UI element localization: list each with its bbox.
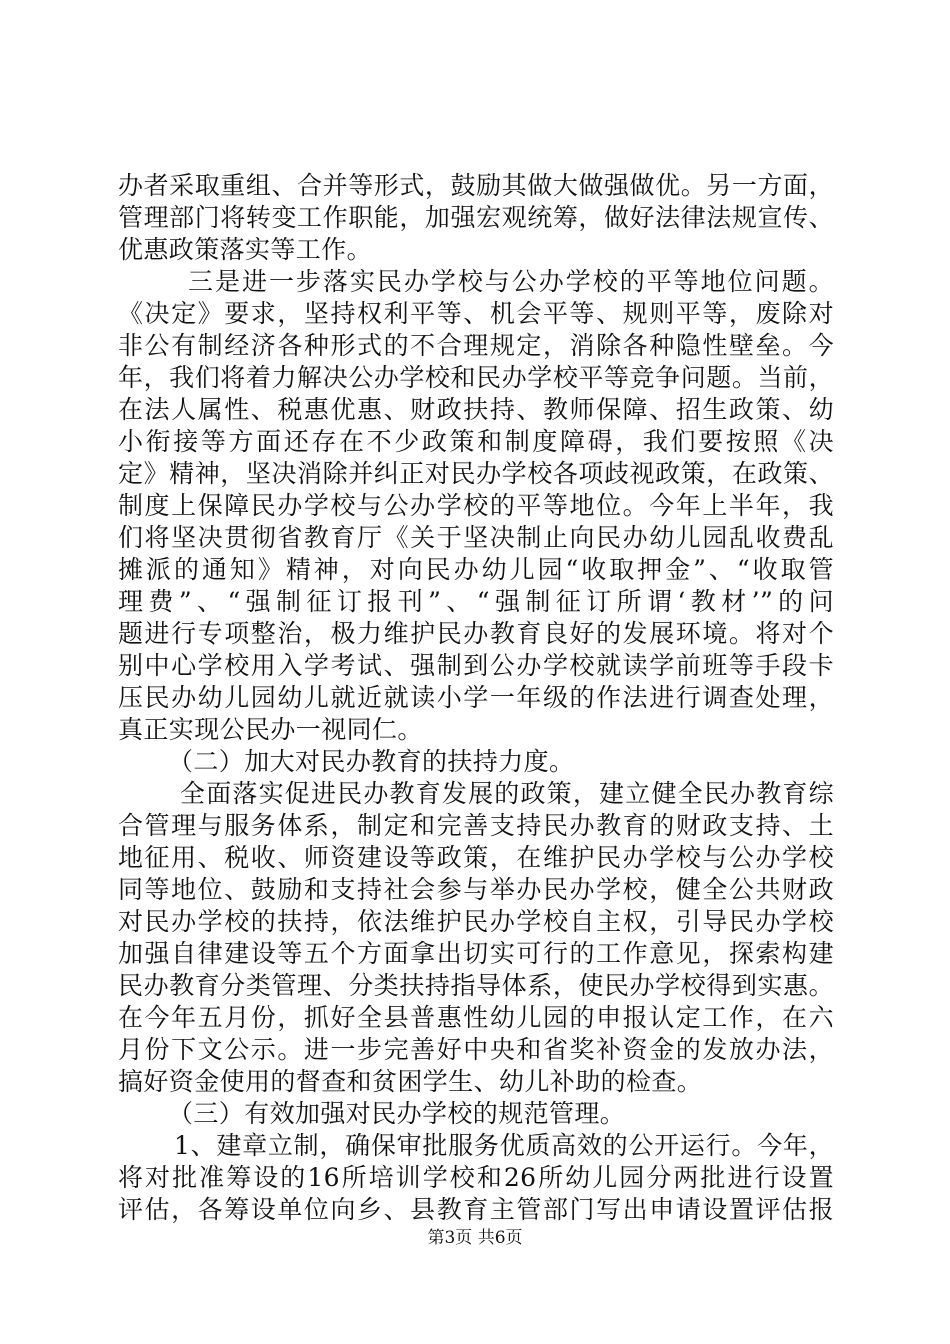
text-line: 对民办学校的扶持，依法维护民办学校自主权，引导民办学校 xyxy=(118,907,834,936)
text-line: 《决定》要求，坚持权利平等、机会平等、规则平等，废除对 xyxy=(118,299,834,328)
text-line: 摊派的通知》精神，对向民办幼儿园“收取押金”、“收取管 xyxy=(118,555,834,584)
text-line: 办者采取重组、合并等形式，鼓励其做大做强做优。另一方面， xyxy=(118,171,834,200)
text-line: 合管理与服务体系，制定和完善支持民办教育的财政支持、土 xyxy=(118,811,834,840)
text-line: 月份下文公示。进一步完善好中央和省奖补资金的发放办法， xyxy=(118,1035,834,1064)
text-line: 将对批准筹设的16所培训学校和26所幼儿园分两批进行设置 xyxy=(118,1163,834,1192)
text-line: 理费”、“强制征订报刊”、“强制征订所谓‘教材’”的问 xyxy=(118,587,834,616)
text-line: 三是进一步落实民办学校与公办学校的平等地位问题。 xyxy=(188,267,834,296)
text-line: 优惠政策落实等工作。 xyxy=(118,235,373,264)
text-line: 在法人属性、税惠优惠、财政扶持、教师保障、招生政策、幼 xyxy=(118,395,834,424)
text-line: 制度上保障民办学校与公办学校的平等地位。今年上半年，我 xyxy=(118,491,834,520)
text-line: 评估，各筹设单位向乡、县教育主管部门写出申请设置评估报 xyxy=(118,1195,834,1224)
text-line: 1、建章立制，确保审批服务优质高效的公开运行。今年， xyxy=(174,1131,834,1160)
text-line: 管理部门将转变工作职能，加强宏观统筹，做好法律法规宣传、 xyxy=(118,203,834,232)
text-line: 在今年五月份，抓好全县普惠性幼儿园的申报认定工作，在六 xyxy=(118,1003,834,1032)
text-line: （二）加大对民办教育的扶持力度。 xyxy=(168,747,575,776)
page-footer xyxy=(0,1228,950,1248)
text-line: 压民办幼儿园幼儿就近就读小学一年级的作法进行调查处理， xyxy=(118,683,834,712)
text-line: 别中心学校用入学考试、强制到公办学校就读学前班等手段卡 xyxy=(118,651,834,680)
text-line: 非公有制经济各种形式的不合理规定，消除各种隐性壁垒。今 xyxy=(118,331,834,360)
page-number-label: 第3页 共6页 xyxy=(427,1228,523,1248)
text-line: 民办教育分类管理、分类扶持指导体系，使民办学校得到实惠。 xyxy=(118,971,834,1000)
text-line: 们将坚决贯彻省教育厅《关于坚决制止向民办幼儿园乱收费乱 xyxy=(118,523,834,552)
text-line: 加强自律建设等五个方面拿出切实可行的工作意见，探索构建 xyxy=(118,939,834,968)
text-line: 小衔接等方面还存在不少政策和制度障碍，我们要按照《决 xyxy=(118,427,834,456)
text-line: 年，我们将着力解决公办学校和民办学校平等竞争问题。当前， xyxy=(118,363,834,392)
document-body xyxy=(118,170,834,1226)
text-line: 同等地位、鼓励和支持社会参与举办民办学校，健全公共财政 xyxy=(118,875,834,904)
text-line: 全面落实促进民办教育发展的政策，建立健全民办教育综 xyxy=(180,779,834,808)
text-line: 定》精神，坚决消除并纠正对民办学校各项歧视政策，在政策、 xyxy=(118,459,834,488)
text-line: （三）有效加强对民办学校的规范管理。 xyxy=(168,1099,626,1128)
text-line: 地征用、税收、师资建设等政策，在维护民办学校与公办学校 xyxy=(118,843,834,872)
text-line: 搞好资金使用的督查和贫困学生、幼儿补助的检查。 xyxy=(118,1067,703,1096)
text-line: 真正实现公民办一视同仁。 xyxy=(118,715,423,744)
text-line: 题进行专项整治，极力维护民办教育良好的发展环境。将对个 xyxy=(118,619,834,648)
